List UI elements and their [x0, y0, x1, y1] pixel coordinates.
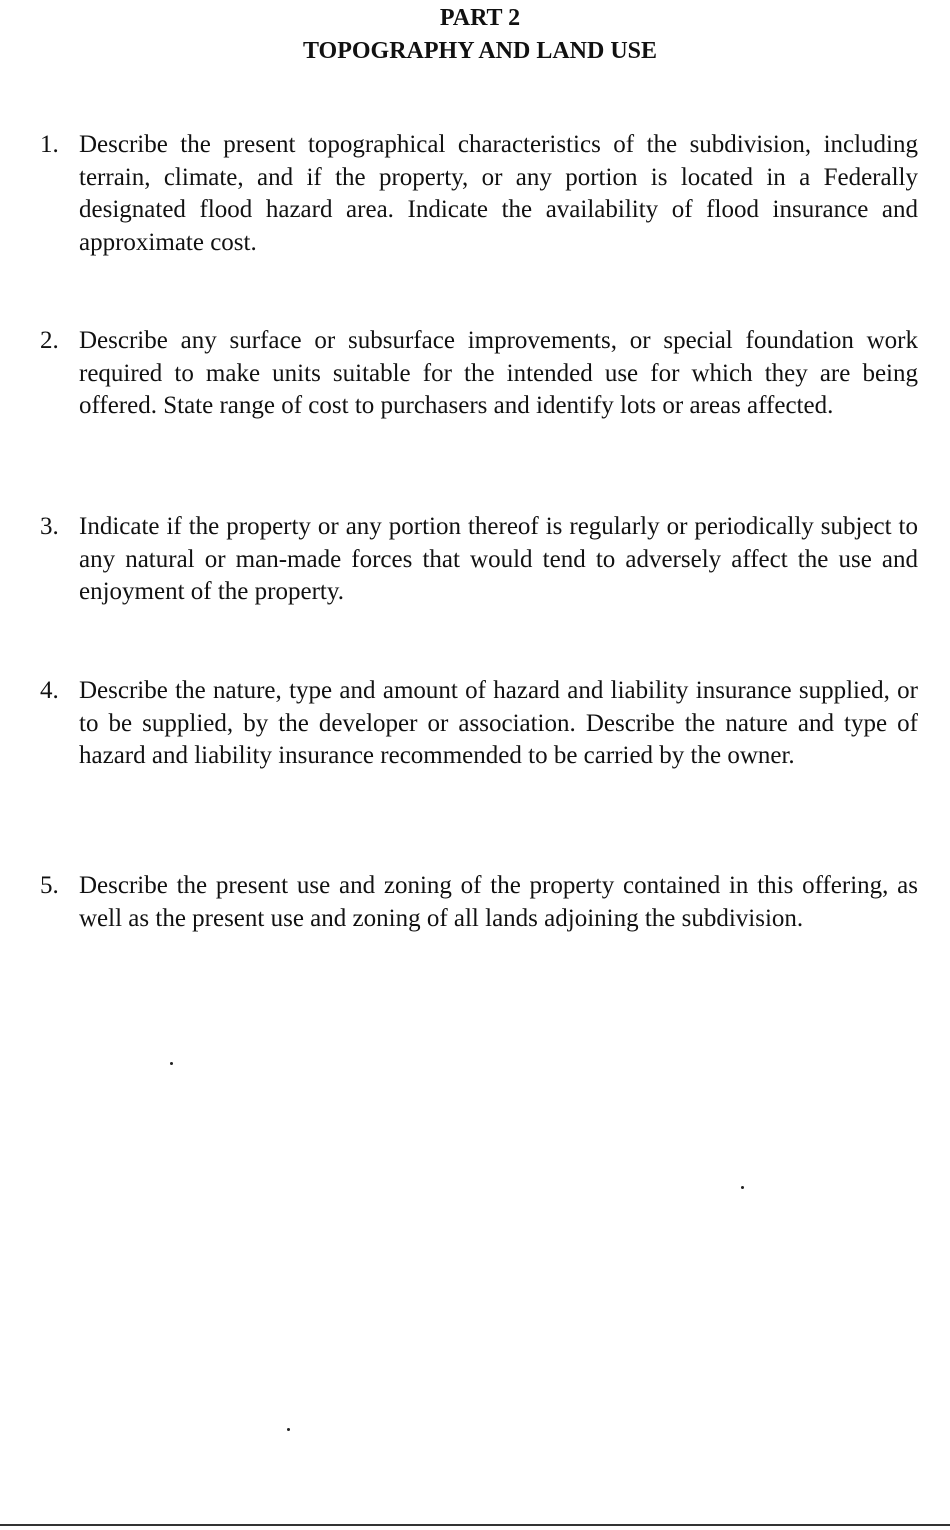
question-number: 2. [40, 327, 59, 354]
question-text: Describe the present use and zoning of the property contained in this offering, as well as the present use and zoning of all lands adjoining the subdivision. [79, 872, 918, 932]
part-label: PART 2 [439, 5, 521, 31]
question-number: 1. [40, 131, 59, 158]
question-text: Describe the nature, type and amount of hazard and liability insurance supplied, or to be supplied, by the developer or association. Describe the nature and type of hazard and liability insurance recommended to be carried by the owner. [79, 677, 918, 769]
page-title: TOPOGRAPHY AND LAND USE [302, 38, 658, 64]
question-text: Describe the present topographical characteristics of the subdivision, including terrain, climate, and if the property, or any portion is located in a Federally designated flood hazard area. Indicate the availability of flood insurance and approximate cost. [79, 131, 918, 256]
scan-speck [170, 1062, 173, 1065]
scan-speck [741, 1186, 744, 1189]
scan-speck [287, 1428, 290, 1431]
question-number: 4. [40, 677, 59, 704]
question-number: 3. [40, 513, 59, 540]
bottom-rule [0, 1524, 950, 1526]
question-text: Indicate if the property or any portion thereof is regularly or periodically subject to any natural or man-made forces that would tend to adversely affect the use and enjoyment of the property. [79, 513, 918, 605]
question-number: 5. [40, 872, 59, 899]
question-text: Describe any surface or subsurface improvements, or special foundation work required to make units suitable for the intended use for which they are being offered. State range of cost to purchasers and identify lots or areas affected. [79, 327, 918, 419]
